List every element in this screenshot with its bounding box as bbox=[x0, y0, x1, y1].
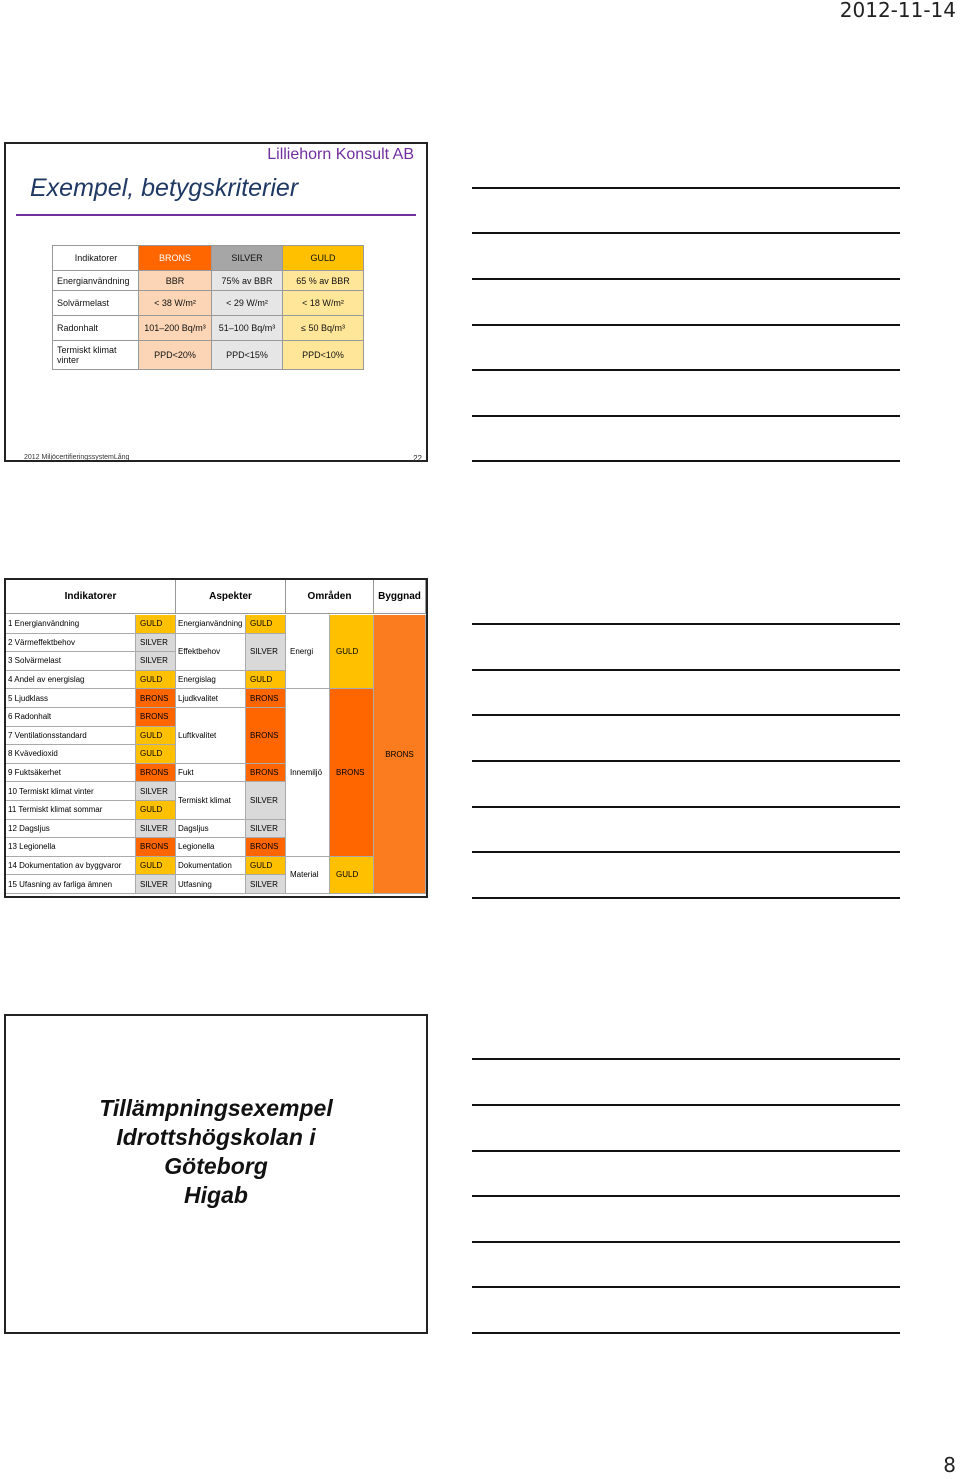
row-indicator: Termiskt klimat vinter bbox=[53, 341, 139, 370]
row-silver: 51–100 Bq/m³ bbox=[212, 316, 283, 341]
indicator-grade: BRONS bbox=[136, 838, 176, 857]
note-line bbox=[472, 460, 900, 462]
criteria-header-row bbox=[53, 246, 364, 271]
indicator-grade: BRONS bbox=[136, 708, 176, 727]
matrix-header-areas: Områden bbox=[286, 580, 374, 614]
indicator-name: 7 Ventilationsstandard bbox=[6, 727, 136, 746]
row-brons: 101–200 Bq/m³ bbox=[139, 316, 212, 341]
indicator-name: 10 Termiskt klimat vinter bbox=[6, 782, 136, 801]
matrix-header-indicators: Indikatorer bbox=[6, 580, 176, 614]
row-silver: 75% av BBR bbox=[212, 271, 283, 291]
note-line bbox=[472, 897, 900, 899]
aspect-name: Dagsljus bbox=[176, 820, 246, 839]
indicator-grade: BRONS bbox=[136, 689, 176, 708]
note-line bbox=[472, 806, 900, 808]
example-line: Tillämpningsexempel bbox=[99, 1095, 333, 1121]
header-indicators: Indikatorer bbox=[53, 246, 139, 271]
indicator-name: 2 Värmeffektbehov bbox=[6, 634, 136, 653]
note-line bbox=[472, 1104, 900, 1106]
slide-grading-criteria bbox=[4, 142, 428, 462]
aspect-name: Luftkvalitet bbox=[176, 708, 246, 764]
indicator-grade: GULD bbox=[136, 727, 176, 746]
criteria-table bbox=[52, 245, 364, 370]
row-guld: < 18 W/m² bbox=[283, 291, 364, 316]
criteria-row bbox=[53, 341, 364, 370]
criteria-row bbox=[53, 316, 364, 341]
example-line: Higab bbox=[184, 1182, 248, 1208]
aspect-grade: SILVER bbox=[246, 875, 286, 894]
aspect-name: Energislag bbox=[176, 671, 246, 690]
area-grade: BRONS bbox=[330, 689, 374, 856]
indicator-name: 11 Termiskt klimat sommar bbox=[6, 801, 136, 820]
aspect-grade: BRONS bbox=[246, 838, 286, 857]
company-name: Lilliehorn Konsult AB bbox=[267, 146, 414, 163]
note-line bbox=[472, 1241, 900, 1243]
row-brons: PPD<20% bbox=[139, 341, 212, 370]
indicator-grade: GULD bbox=[136, 745, 176, 764]
aspect-grade: SILVER bbox=[246, 820, 286, 839]
criteria-row bbox=[53, 291, 364, 316]
row-silver: < 29 W/m² bbox=[212, 291, 283, 316]
aspect-grade: GULD bbox=[246, 671, 286, 690]
area-name: Material bbox=[286, 857, 330, 894]
aspect-name: Fukt bbox=[176, 764, 246, 783]
note-line bbox=[472, 369, 900, 371]
indicator-name: 4 Andel av energislag bbox=[6, 671, 136, 690]
row-silver: PPD<15% bbox=[212, 341, 283, 370]
indicator-name: 13 Legionella bbox=[6, 838, 136, 857]
page-number: 8 bbox=[943, 1453, 956, 1477]
area-name: Innemiljö bbox=[286, 689, 330, 856]
aspect-name: Utfasning bbox=[176, 875, 246, 894]
header-brons: BRONS bbox=[139, 246, 212, 271]
aspect-grade: GULD bbox=[246, 615, 286, 634]
row-indicator: Radonhalt bbox=[53, 316, 139, 341]
header-guld: GULD bbox=[283, 246, 364, 271]
page-date: 2012-11-14 bbox=[839, 0, 956, 22]
indicator-grade: GULD bbox=[136, 671, 176, 690]
row-brons: < 38 W/m² bbox=[139, 291, 212, 316]
indicator-name: 12 Dagsljus bbox=[6, 820, 136, 839]
indicator-name: 14 Dokumentation av byggvaror bbox=[6, 857, 136, 876]
indicator-name: 15 Ufasning av farliga ämnen bbox=[6, 875, 136, 894]
note-line bbox=[472, 1150, 900, 1152]
title-divider bbox=[16, 214, 416, 216]
note-line bbox=[472, 1058, 900, 1060]
slide-application-example bbox=[4, 1014, 428, 1334]
note-line bbox=[472, 232, 900, 234]
indicator-grade: SILVER bbox=[136, 634, 176, 653]
indicator-name: 3 Solvärmelast bbox=[6, 652, 136, 671]
grading-matrix bbox=[6, 580, 426, 894]
matrix-header-building: Byggnad bbox=[374, 580, 426, 614]
example-line: Göteborg bbox=[164, 1153, 268, 1179]
aspect-grade: BRONS bbox=[246, 708, 286, 764]
note-line bbox=[472, 324, 900, 326]
area-grade: GULD bbox=[330, 857, 374, 894]
note-line bbox=[472, 714, 900, 716]
indicator-name: 5 Ljudklass bbox=[6, 689, 136, 708]
indicator-grade: BRONS bbox=[136, 764, 176, 783]
building-grade: BRONS bbox=[374, 615, 426, 894]
note-line bbox=[472, 760, 900, 762]
area-grade: GULD bbox=[330, 615, 374, 689]
indicator-grade: SILVER bbox=[136, 652, 176, 671]
aspect-name: Dokumentation bbox=[176, 857, 246, 876]
note-line bbox=[472, 851, 900, 853]
aspect-name: Ljudkvalitet bbox=[176, 689, 246, 708]
slide-grading-matrix bbox=[4, 578, 428, 898]
header-silver: SILVER bbox=[212, 246, 283, 271]
slide-title: Exempel, betygskriterier bbox=[30, 174, 299, 202]
aspect-name: Termiskt klimat bbox=[176, 782, 246, 819]
note-line bbox=[472, 187, 900, 189]
row-indicator: Energianvändning bbox=[53, 271, 139, 291]
slide-footer: 2012 MiljöcertifieringssystemLång bbox=[24, 454, 130, 461]
note-line bbox=[472, 1286, 900, 1288]
note-line bbox=[472, 1332, 900, 1334]
note-line bbox=[472, 669, 900, 671]
indicator-grade: SILVER bbox=[136, 820, 176, 839]
note-line bbox=[472, 1195, 900, 1197]
aspect-grade: BRONS bbox=[246, 689, 286, 708]
indicator-name: 1 Energianvändning bbox=[6, 615, 136, 634]
matrix-header-aspects: Aspekter bbox=[176, 580, 286, 614]
indicator-name: 8 Kvävedioxid bbox=[6, 745, 136, 764]
aspect-grade: GULD bbox=[246, 857, 286, 876]
indicator-grade: SILVER bbox=[136, 782, 176, 801]
row-brons: BBR bbox=[139, 271, 212, 291]
indicator-grade: GULD bbox=[136, 615, 176, 634]
area-name: Energi bbox=[286, 615, 330, 689]
indicator-grade: GULD bbox=[136, 857, 176, 876]
row-indicator: Solvärmelast bbox=[53, 291, 139, 316]
row-guld: PPD<10% bbox=[283, 341, 364, 370]
criteria-row bbox=[53, 271, 364, 291]
aspect-name: Energianvändning bbox=[176, 615, 246, 634]
row-guld: ≤ 50 Bq/m³ bbox=[283, 316, 364, 341]
note-line bbox=[472, 623, 900, 625]
aspect-grade: SILVER bbox=[246, 782, 286, 819]
indicator-grade: GULD bbox=[136, 801, 176, 820]
aspect-grade: SILVER bbox=[246, 634, 286, 671]
note-line bbox=[472, 278, 900, 280]
aspect-name: Effektbehov bbox=[176, 634, 246, 671]
row-guld: 65 % av BBR bbox=[283, 271, 364, 291]
note-line bbox=[472, 415, 900, 417]
slide-number: 22 bbox=[413, 454, 422, 463]
indicator-grade: SILVER bbox=[136, 875, 176, 894]
aspect-name: Legionella bbox=[176, 838, 246, 857]
indicator-name: 6 Radonhalt bbox=[6, 708, 136, 727]
indicator-name: 9 Fuktsäkerhet bbox=[6, 764, 136, 783]
example-line: Idrottshögskolan i bbox=[116, 1124, 316, 1150]
aspect-grade: BRONS bbox=[246, 764, 286, 783]
